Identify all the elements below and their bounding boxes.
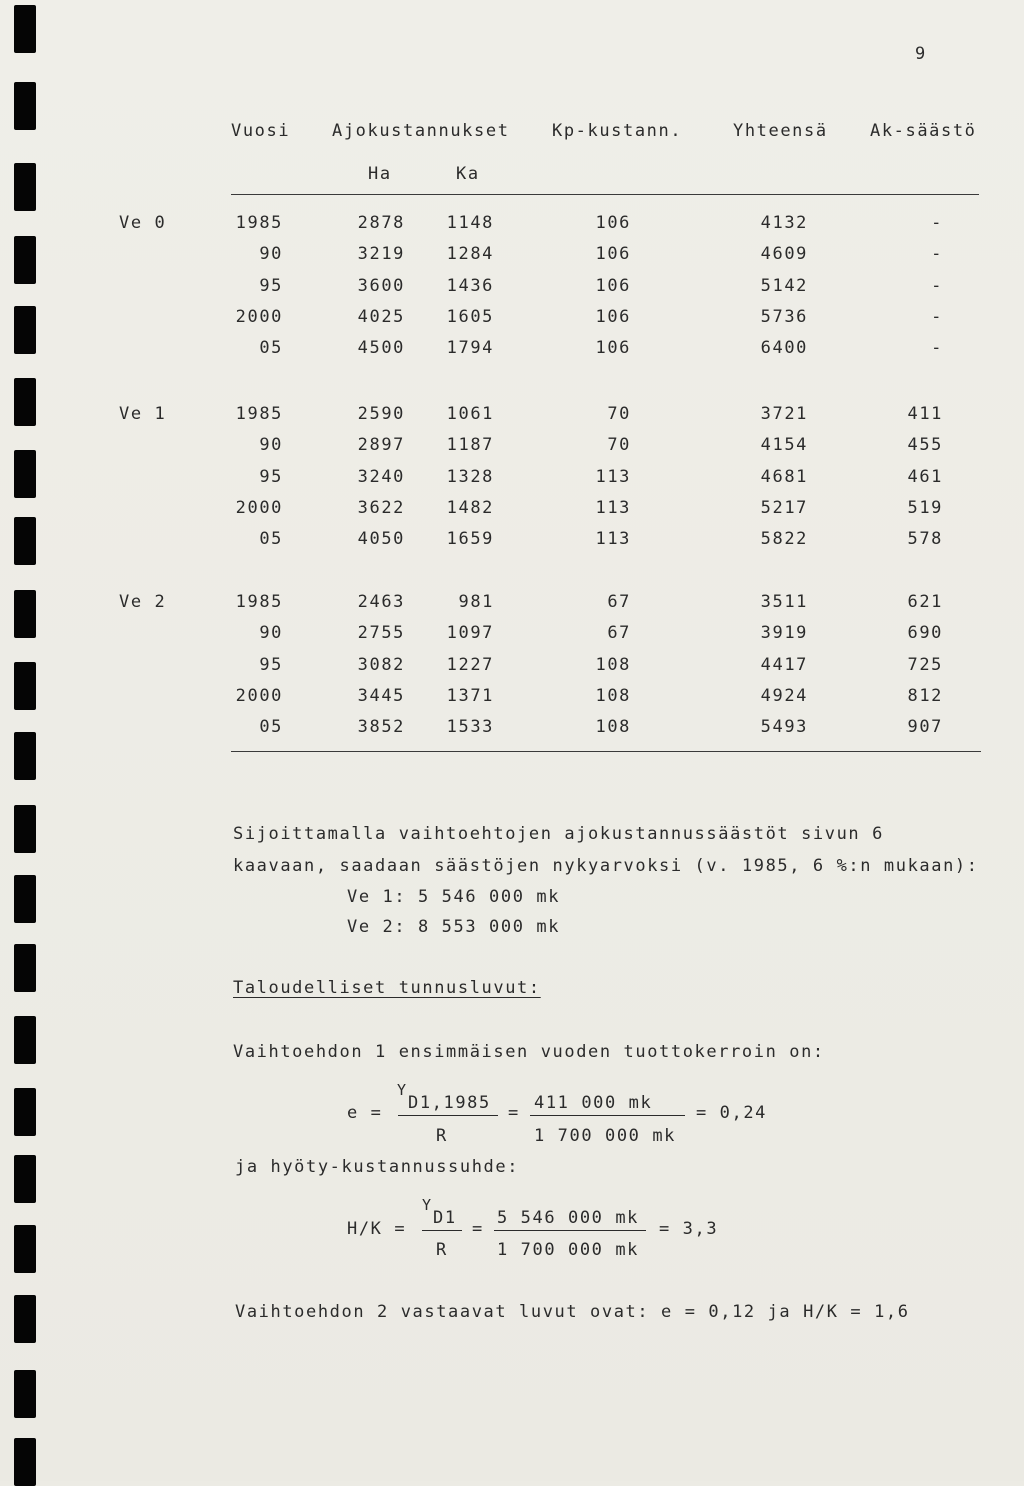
formula2-numerator-2: 5 546 000 mk: [497, 1208, 640, 1228]
cell-ka: 1061: [446, 404, 494, 424]
formula1-y: Y: [397, 1081, 408, 1099]
binding-hole: [14, 732, 36, 780]
cell-kp: 106: [595, 306, 631, 327]
cell-ha: 3082: [357, 654, 405, 675]
header-vuosi: Vuosi: [231, 121, 291, 141]
binding-hole: [14, 450, 36, 498]
formula2-fraction-line-2: [494, 1230, 646, 1231]
cell-kp: 70: [607, 404, 631, 424]
cell-ka: 1284: [446, 244, 494, 265]
cell-yhteensa: 3721: [760, 404, 808, 424]
cell-year: 2000: [235, 685, 283, 706]
paragraph-line-1: Sijoittamalla vaihtoehtojen ajokustannussäästöt sivun 6: [233, 824, 884, 844]
formula2-subscript: D1: [433, 1208, 457, 1228]
cell-yhteensa: 6400: [760, 338, 808, 359]
cell-yhteensa: 5736: [760, 306, 808, 327]
spiral-binding: [14, 0, 36, 1481]
formula2-equals: =: [472, 1219, 484, 1239]
formula2-lhs: H/K =: [347, 1219, 407, 1239]
cell-ka: 1436: [446, 275, 494, 296]
formula1-equals: =: [508, 1103, 520, 1123]
cell-year: 1985: [235, 404, 283, 424]
cell-year: 05: [259, 717, 283, 738]
cell-ak-saasto: -: [931, 306, 943, 327]
binding-hole: [14, 236, 36, 284]
formula2-y: Y: [422, 1196, 433, 1214]
formula1-denominator-1: R: [436, 1126, 448, 1146]
cell-year: 95: [259, 654, 283, 675]
cell-kp: 108: [595, 717, 631, 738]
cell-kp: 106: [595, 338, 631, 359]
binding-hole: [14, 378, 36, 426]
header-yhteensa: Yhteensä: [733, 121, 828, 141]
cell-ak-saasto: 621: [907, 592, 943, 612]
cell-year: 2000: [235, 306, 283, 327]
header-ajokustannukset: Ajokustannukset: [332, 121, 510, 141]
formula1-subscript: D1,1985: [408, 1093, 491, 1113]
header-ka: Ka: [456, 164, 480, 184]
formula1-denominator-2: 1 700 000 mk: [534, 1126, 677, 1146]
header-ha: Ha: [368, 164, 392, 184]
ve2-value: Ve 2: 8 553 000 mk: [347, 917, 561, 937]
cell-ka: 1187: [446, 435, 494, 456]
formula1-numerator-2: 411 000 mk: [534, 1093, 653, 1113]
formula1-result: = 0,24: [696, 1103, 768, 1123]
binding-hole: [14, 82, 36, 130]
cell-yhteensa: 3511: [760, 592, 808, 612]
binding-hole: [14, 5, 36, 53]
formula1-lhs: e =: [347, 1103, 383, 1123]
cell-ha: 3600: [357, 275, 405, 296]
cell-ha: 4025: [357, 306, 405, 327]
cell-ak-saasto: -: [931, 244, 943, 265]
cell-ka: 981: [458, 592, 494, 612]
cell-ha: 3622: [357, 497, 405, 518]
binding-hole: [14, 1438, 36, 1486]
cell-kp: 113: [595, 466, 631, 487]
binding-hole: [14, 1016, 36, 1064]
paragraph-hyoty-kustannus: ja hyöty-kustannussuhde:: [235, 1157, 520, 1177]
binding-hole: [14, 944, 36, 992]
cell-ha: 2463: [357, 592, 405, 612]
cell-ka: 1533: [446, 717, 494, 738]
binding-hole: [14, 306, 36, 354]
cell-ak-saasto: -: [931, 275, 943, 296]
cell-yhteensa: 4681: [760, 466, 808, 487]
cell-ak-saasto: 411: [907, 404, 943, 424]
header-kp-kustann: Kp-kustann.: [552, 121, 683, 141]
cell-ak-saasto: 690: [907, 623, 943, 644]
cell-ka: 1097: [446, 623, 494, 644]
binding-hole: [14, 517, 36, 565]
cell-ha: 3852: [357, 717, 405, 738]
paragraph-tuottokerroin: Vaihtoehdon 1 ensimmäisen vuoden tuottokerroin on:: [233, 1042, 825, 1062]
group-label: Ve 2: [119, 592, 167, 612]
cell-ka: 1148: [446, 213, 494, 233]
binding-hole: [14, 1088, 36, 1136]
cell-yhteensa: 5493: [760, 717, 808, 738]
table-bottom-rule: [231, 751, 981, 752]
cell-yhteensa: 5217: [760, 497, 808, 518]
cell-year: 2000: [235, 497, 283, 518]
cell-kp: 67: [607, 592, 631, 612]
binding-hole: [14, 1295, 36, 1343]
paragraph-vaihtoehto-2: Vaihtoehdon 2 vastaavat luvut ovat: e = 0,12 ja H/K = 1,6: [235, 1302, 910, 1322]
binding-hole: [14, 662, 36, 710]
header-ak-saasto: Ak-säästö: [870, 121, 977, 141]
cell-ha: 2897: [357, 435, 405, 456]
cell-kp: 113: [595, 497, 631, 518]
formula1-fraction-line-1: [398, 1115, 498, 1116]
cell-yhteensa: 4609: [760, 244, 808, 265]
cell-kp: 113: [595, 529, 631, 550]
cell-year: 95: [259, 275, 283, 296]
cell-ak-saasto: 578: [907, 529, 943, 550]
cell-kp: 108: [595, 685, 631, 706]
cell-yhteensa: 3919: [760, 623, 808, 644]
cell-ha: 3445: [357, 685, 405, 706]
cell-ha: 2590: [357, 404, 405, 424]
cell-year: 1985: [235, 213, 283, 233]
cell-ha: 4050: [357, 529, 405, 550]
binding-hole: [14, 875, 36, 923]
section-heading: Taloudelliset tunnusluvut:: [233, 978, 541, 998]
cell-yhteensa: 4154: [760, 435, 808, 456]
page-number: 9: [915, 44, 927, 64]
cell-ka: 1605: [446, 306, 494, 327]
cell-ak-saasto: -: [931, 213, 943, 233]
cell-ak-saasto: -: [931, 338, 943, 359]
cell-ka: 1371: [446, 685, 494, 706]
cell-kp: 106: [595, 244, 631, 265]
binding-hole: [14, 590, 36, 638]
cell-yhteensa: 4417: [760, 654, 808, 675]
binding-hole: [14, 163, 36, 211]
cell-ka: 1227: [446, 654, 494, 675]
paragraph-line-2: kaavaan, saadaan säästöjen nykyarvoksi (v. 1985, 6 %:n mukaan):: [233, 856, 979, 876]
cell-kp: 108: [595, 654, 631, 675]
cell-yhteensa: 5822: [760, 529, 808, 550]
binding-hole: [14, 1155, 36, 1203]
cell-yhteensa: 4132: [760, 213, 808, 233]
cell-ha: 2878: [357, 213, 405, 233]
cell-ak-saasto: 461: [907, 466, 943, 487]
formula2-denominator-2: 1 700 000 mk: [497, 1240, 640, 1260]
cell-ak-saasto: 519: [907, 497, 943, 518]
cell-year: 05: [259, 529, 283, 550]
group-label: Ve 0: [119, 213, 167, 233]
cell-ka: 1659: [446, 529, 494, 550]
cell-year: 05: [259, 338, 283, 359]
formula2-fraction-line-1: [422, 1230, 462, 1231]
cell-year: 90: [259, 435, 283, 456]
cell-kp: 70: [607, 435, 631, 456]
cell-ak-saasto: 907: [907, 717, 943, 738]
formula2-result: = 3,3: [659, 1219, 719, 1239]
cell-ak-saasto: 812: [907, 685, 943, 706]
cell-yhteensa: 4924: [760, 685, 808, 706]
cell-ak-saasto: 455: [907, 435, 943, 456]
cell-ha: 3240: [357, 466, 405, 487]
cell-year: 95: [259, 466, 283, 487]
cell-ka: 1794: [446, 338, 494, 359]
cell-kp: 106: [595, 275, 631, 296]
cell-ak-saasto: 725: [907, 654, 943, 675]
group-label: Ve 1: [119, 404, 167, 424]
table-header-rule: [231, 194, 979, 195]
cell-kp: 67: [607, 623, 631, 644]
binding-hole: [14, 1370, 36, 1418]
cell-yhteensa: 5142: [760, 275, 808, 296]
cell-ha: 3219: [357, 244, 405, 265]
ve1-value: Ve 1: 5 546 000 mk: [347, 887, 561, 907]
cell-kp: 106: [595, 213, 631, 233]
formula2-denominator-1: R: [436, 1240, 448, 1260]
cell-year: 90: [259, 623, 283, 644]
binding-hole: [14, 1225, 36, 1273]
binding-hole: [14, 805, 36, 853]
cell-ka: 1328: [446, 466, 494, 487]
cell-year: 90: [259, 244, 283, 265]
cell-year: 1985: [235, 592, 283, 612]
cell-ha: 2755: [357, 623, 405, 644]
cell-ha: 4500: [357, 338, 405, 359]
formula1-fraction-line-2: [530, 1115, 685, 1116]
cell-ka: 1482: [446, 497, 494, 518]
